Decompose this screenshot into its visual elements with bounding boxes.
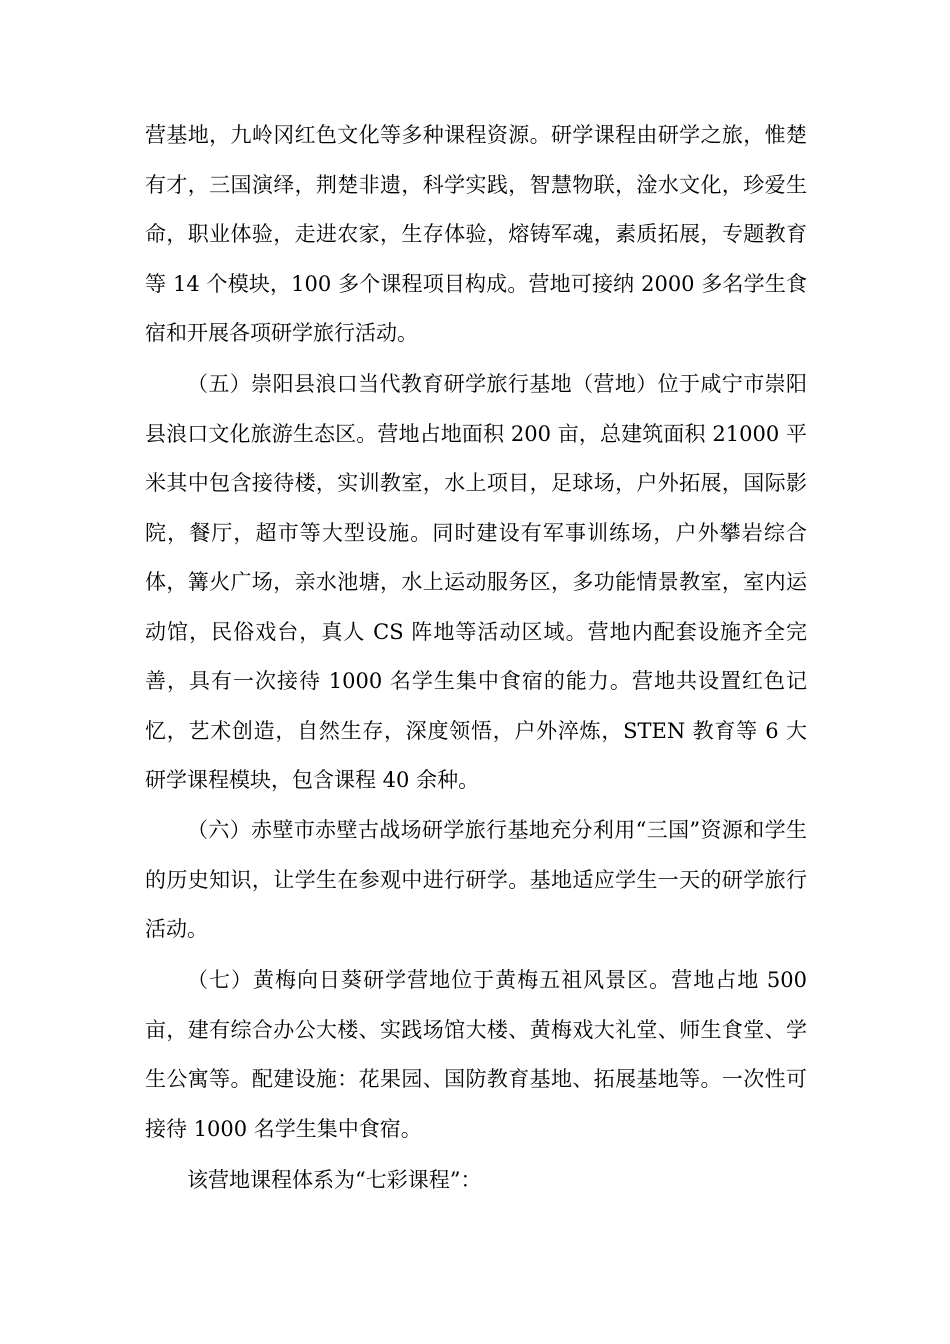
body-text-block bbox=[145, 111, 807, 359]
body-text-block bbox=[145, 1156, 807, 1206]
paragraph-camp-courses-continuation: 营基地，九岭冈红色文化等多种课程资源。研学课程由研学之旅，惟楚有才，三国演绎，荆楚非遗，科学实践，智慧物联，淦水文化，珍爱生命，职业体验，走进农家，生存体验，熔铸军魂，素质拓展，专题教育等 14 个模块，100 多个课程项目构成。营地可接纳 2000 多名学生食宿和开展各项研学旅行活动。 bbox=[145, 123, 807, 345]
paragraph-chongyang-langkou-base: （五）崇阳县浪口当代教育研学旅行基地（营地）位于咸宁市崇阳县浪口文化旅游生态区。营地占地面积 200 亩，总建筑面积 21000 平米其中包含接待楼，实训教室，水上项目，足球场，户外拓展，国际影院，餐厅，超市等大型设施。同时建设有军事训练场，户外攀岩综合体，篝火广场，亲水池塘，水上运动服务区，多功能情景教室，室内运动馆，民俗戏台，真人 CS 阵地等活动区域。营地内配套设施齐全完善，具有一次接待 1000 名学生集中食宿的能力。营地共设置红色记忆，艺术创造，自然生存，深度领悟，户外淬炼，STEN 教育等 6 大研学课程模块，包含课程 40 余种。 bbox=[145, 372, 807, 792]
paragraph-chibi-battlefield-base: （六）赤壁市赤壁古战场研学旅行基地充分利用“三国”资源和学生的历史知识，让学生在参观中进行研学。基地适应学生一天的研学旅行活动。 bbox=[145, 818, 807, 941]
body-text-block bbox=[145, 956, 807, 1154]
paragraph-course-system-intro: 该营地课程体系为“七彩课程”： bbox=[187, 1168, 482, 1192]
body-text-block bbox=[145, 360, 807, 806]
body-text-block bbox=[145, 806, 807, 955]
paragraph-huangmei-sunflower-camp: （七）黄梅向日葵研学营地位于黄梅五祖风景区。营地占地 500 亩，建有综合办公大楼、实践场馆大楼、黄梅戏大礼堂、师生食堂、学生公寓等。配建设施：花果园、国防教育基地、拓展基地等。一次性可接待 1000 名学生集中食宿。 bbox=[145, 968, 807, 1141]
